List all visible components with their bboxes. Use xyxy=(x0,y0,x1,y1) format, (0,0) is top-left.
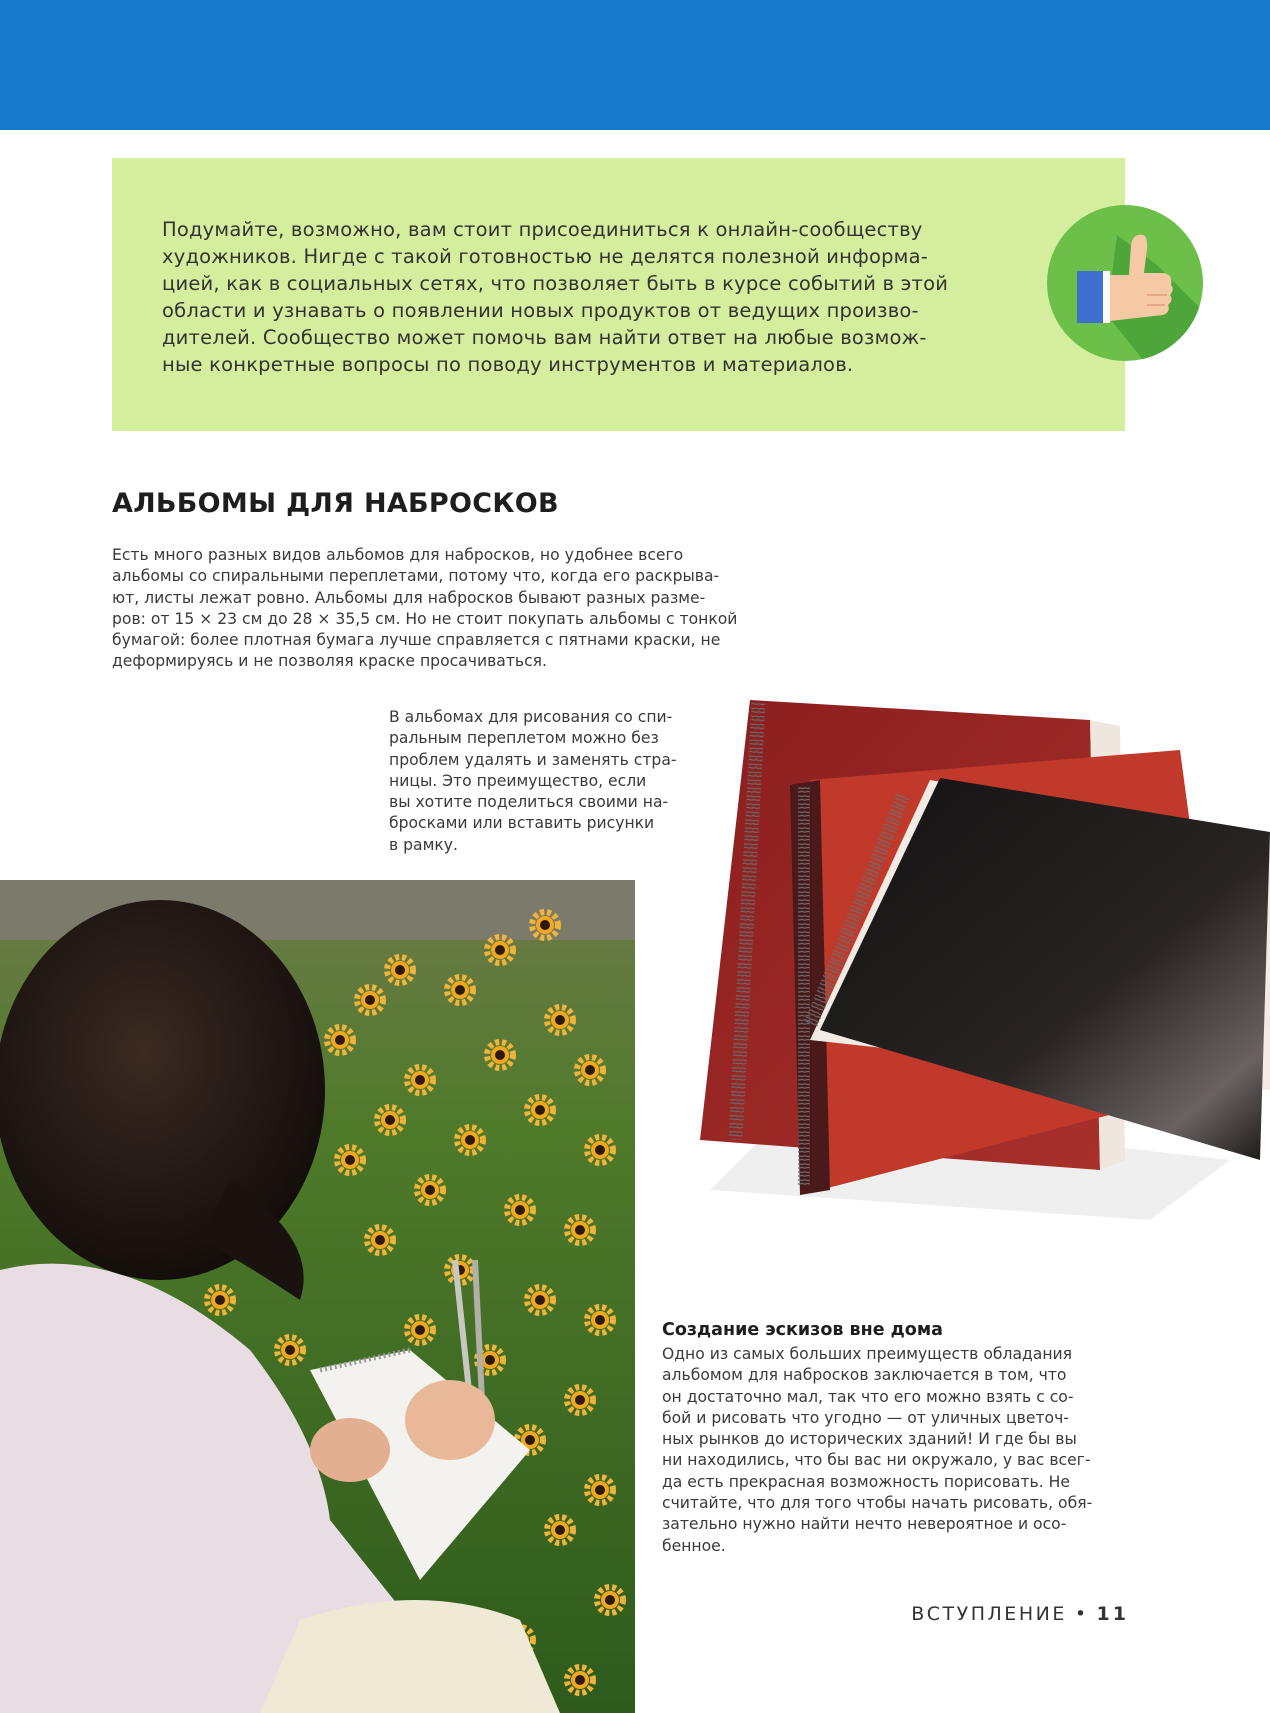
caption-line: В альбомах для рисования со спи- xyxy=(389,708,673,726)
tip-line: ные конкретные вопросы по поводу инструментов и материалов. xyxy=(162,353,854,376)
sidebar-line: он достаточно мал, так что его можно взять с со- xyxy=(662,1387,1074,1406)
thumbs-up-icon xyxy=(1047,205,1203,361)
intro-line: ров: от 15 × 23 см до 28 × 35,5 см. Но не стоит покупать альбомы с тонкой xyxy=(112,609,738,628)
sidebar-heading: Создание эскизов вне дома xyxy=(662,1320,943,1340)
tip-text xyxy=(162,216,992,378)
sidebar-line: бенное. xyxy=(662,1536,726,1555)
tip-line: художников. Нигде с такой готовностью не делятся полезной информа- xyxy=(162,245,928,268)
outdoor-sketching-photo xyxy=(0,880,635,1713)
sidebar-line: бой и рисовать что угодно — от уличных цветоч- xyxy=(662,1408,1069,1427)
sidebar-line: альбомом для набросков заключается в том, что xyxy=(662,1366,1067,1385)
caption-line: ницы. Это преимущество, если xyxy=(389,771,647,790)
page-footer xyxy=(911,1603,1129,1625)
caption-line: бросками или вставить рисунки xyxy=(389,814,655,833)
footer-section-label: ВСТУПЛЕНИЕ xyxy=(911,1603,1067,1625)
tip-line: цией, как в социальных сетях, что позволяет быть в курсе событий в этой xyxy=(162,272,949,295)
intro-line: альбомы со спиральными переплетами, потому что, когда его раскрыва- xyxy=(112,567,720,586)
sidebar-body xyxy=(662,1344,1132,1557)
tip-line: области и узнавать о появлении новых продуктов от ведущих произво- xyxy=(162,299,919,322)
section-title: АЛЬБОМЫ ДЛЯ НАБРОСКОВ xyxy=(112,488,559,519)
footer-separator: • xyxy=(1074,1603,1089,1625)
tip-line: дителей. Сообщество может помочь вам найти ответ на любые возмож- xyxy=(162,326,927,349)
caption-line: в рамку. xyxy=(389,835,458,854)
sidebar-line: ни находились, что бы вас ни окружало, у вас всег- xyxy=(662,1451,1091,1470)
sidebar-line: Одно из самых больших преимуществ обладания xyxy=(662,1345,1073,1363)
intro-line: ют, листы лежат ровно. Альбомы для набросков бывают разных разме- xyxy=(112,588,706,607)
intro-line: бумагой: более плотная бумага лучше справляется с пятнами краски, не xyxy=(112,631,721,650)
sidebar-line: да есть прекрасная возможность порисовать. Не xyxy=(662,1472,1070,1491)
caption-line: ральным переплетом можно без xyxy=(389,729,659,748)
sidebar-line: зательно нужно найти нечто невероятное и осо- xyxy=(662,1515,1067,1534)
intro-line: деформируясь и не позволяя краске просачиваться. xyxy=(112,652,548,671)
intro-line: Есть много разных видов альбомов для набросков, но удобнее всего xyxy=(112,546,684,564)
intro-paragraph xyxy=(112,545,792,673)
sketchbooks-photo xyxy=(670,690,1270,1250)
sidebar-line: считайте, что для того чтобы начать рисовать, обя- xyxy=(662,1494,1093,1513)
page-number: 11 xyxy=(1096,1603,1129,1625)
tip-line: Подумайте, возможно, вам стоит присоединиться к онлайн-сообществу xyxy=(162,218,923,241)
header-band xyxy=(0,0,1270,130)
tip-box xyxy=(112,158,1125,431)
caption-line: вы хотите поделиться своими на- xyxy=(389,793,669,812)
sidebar-line: ных рынков до исторических зданий! И где бы вы xyxy=(662,1430,1077,1449)
caption-line: проблем удалять и заменять стра- xyxy=(389,750,677,769)
